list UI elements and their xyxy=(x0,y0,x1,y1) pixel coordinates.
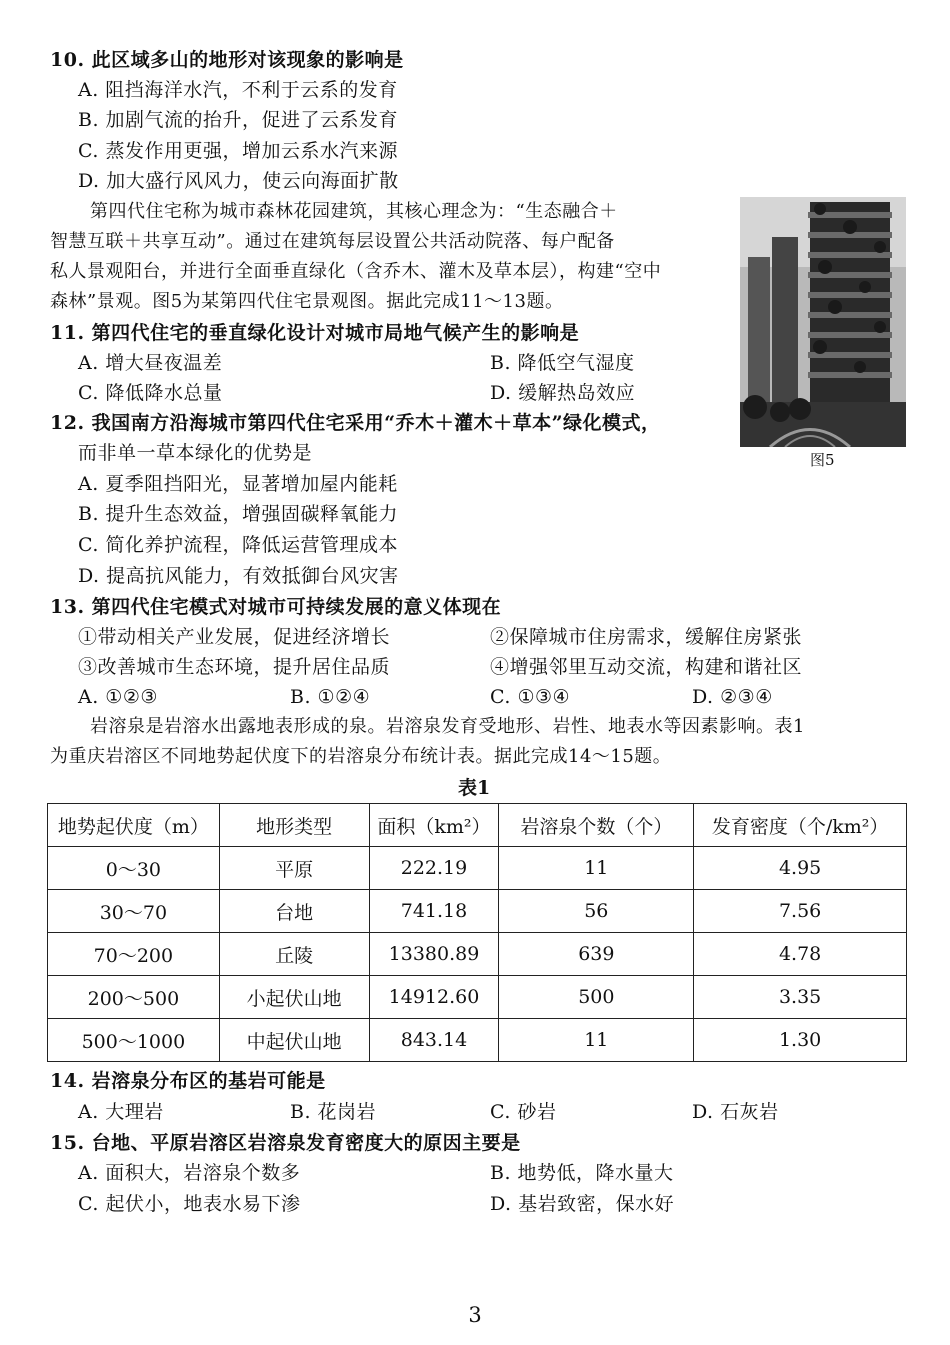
table-cell: 56 xyxy=(499,890,694,933)
passage2-line-1: 岩溶泉是岩溶水出露地表形成的泉。岩溶泉发育受地形、岩性、地表水等因素影响。表1 xyxy=(90,716,805,737)
table-cell: 台地 xyxy=(219,890,369,933)
table-header-cell: 面积（km²） xyxy=(369,804,499,847)
q12-option-c: C. 简化养护流程，降低运营管理成本 xyxy=(78,534,398,556)
table-cell: 小起伏山地 xyxy=(219,976,369,1019)
q12-option-d: D. 提高抗风能力，有效抵御台风灾害 xyxy=(78,565,399,587)
q10-option-d: D. 加大盛行风风力，使云向海面扩散 xyxy=(78,170,399,192)
q11-option-c: C. 降低降水总量 xyxy=(78,382,223,404)
q15-option-a: A. 面积大，岩溶泉个数多 xyxy=(78,1162,301,1184)
q14-option-a: A. 大理岩 xyxy=(78,1101,164,1123)
passage2-line-2: 为重庆岩溶区不同地势起伏度下的岩溶泉分布统计表。据此完成14～15题。 xyxy=(50,746,672,767)
table-row xyxy=(48,1019,907,1062)
table-row xyxy=(48,890,907,933)
q13-option-a: A. ①②③ xyxy=(78,686,158,708)
q10-option-a: A. 阻挡海洋水汽，不利于云系的发育 xyxy=(78,79,398,101)
q15-option-b: B. 地势低，降水量大 xyxy=(490,1162,674,1184)
table-cell: 丘陵 xyxy=(219,933,369,976)
q14-option-d: D. 石灰岩 xyxy=(692,1101,779,1123)
table-cell: 200～500 xyxy=(48,976,220,1019)
q14-stem: 14. 岩溶泉分布区的基岩可能是 xyxy=(50,1070,326,1092)
table-header-cell: 地形类型 xyxy=(219,804,369,847)
q12-stem: 12. 我国南方沿海城市第四代住宅采用“乔木＋灌木＋草本”绿化模式， xyxy=(50,412,661,434)
table-cell: 3.35 xyxy=(694,976,907,1019)
table-row xyxy=(48,933,907,976)
q11-option-d: D. 缓解热岛效应 xyxy=(490,382,636,404)
q15-stem: 15. 台地、平原岩溶区岩溶泉发育密度大的原因主要是 xyxy=(50,1132,521,1154)
q13-option-d: D. ②③④ xyxy=(692,686,773,708)
q13-item-2: ②保障城市住房需求，缓解住房紧张 xyxy=(490,626,803,648)
table-cell: 平原 xyxy=(219,847,369,890)
karst-spring-table xyxy=(47,803,907,1062)
table-cell: 4.95 xyxy=(694,847,907,890)
table-cell: 222.19 xyxy=(369,847,499,890)
q13-item-4: ④增强邻里互动交流，构建和谐社区 xyxy=(490,656,803,678)
table-cell: 0～30 xyxy=(48,847,220,890)
table-cell: 中起伏山地 xyxy=(219,1019,369,1062)
table-header-cell: 地势起伏度（m） xyxy=(48,804,220,847)
q13-item-3: ③改善城市生态环境，提升居住品质 xyxy=(78,656,391,678)
q15-option-c: C. 起伏小，地表水易下渗 xyxy=(78,1193,301,1215)
q10-option-c: C. 蒸发作用更强，增加云系水汽来源 xyxy=(78,140,398,162)
passage1-line-2: 智慧互联＋共享互动”。通过在建筑每层设置公共活动院落、每户配备 xyxy=(50,231,615,252)
table-row xyxy=(48,847,907,890)
table-cell: 639 xyxy=(499,933,694,976)
q13-option-b: B. ①②④ xyxy=(290,686,371,708)
table-cell: 30～70 xyxy=(48,890,220,933)
table-header-cell: 发育密度（个/km²） xyxy=(694,804,907,847)
table-cell: 1.30 xyxy=(694,1019,907,1062)
table-title: 表1 xyxy=(458,777,491,799)
table-cell: 11 xyxy=(499,1019,694,1062)
q13-item-1: ①带动相关产业发展，促进经济增长 xyxy=(78,626,391,648)
table-cell: 70～200 xyxy=(48,933,220,976)
q12-stem-cont: 而非单一草本绿化的优势是 xyxy=(78,442,313,464)
table-cell: 13380.89 xyxy=(369,933,499,976)
q11-stem: 11. 第四代住宅的垂直绿化设计对城市局地气候产生的影响是 xyxy=(50,322,580,344)
table-cell: 14912.60 xyxy=(369,976,499,1019)
q13-stem: 13. 第四代住宅模式对城市可持续发展的意义体现在 xyxy=(50,596,502,618)
q10-stem: 10. 此区域多山的地形对该现象的影响是 xyxy=(50,49,404,71)
building-illustration xyxy=(740,197,906,447)
q13-option-c: C. ①③④ xyxy=(490,686,571,708)
q15-option-d: D. 基岩致密，保水好 xyxy=(490,1193,675,1215)
table-cell: 7.56 xyxy=(694,890,907,933)
figure-5-caption: 图5 xyxy=(810,451,835,469)
q10-option-b: B. 加剧气流的抬升，促进了云系发育 xyxy=(78,109,399,131)
table-cell: 11 xyxy=(499,847,694,890)
table-cell: 500～1000 xyxy=(48,1019,220,1062)
passage1-line-3: 私人景观阳台，并进行全面垂直绿化（含乔木、灌木及草本层），构建“空中 xyxy=(50,261,662,282)
q12-option-a: A. 夏季阻挡阳光，显著增加屋内能耗 xyxy=(78,473,398,495)
table-header-row xyxy=(48,804,907,847)
table-row xyxy=(48,976,907,1019)
page-number: 3 xyxy=(468,1303,482,1327)
q11-option-b: B. 降低空气湿度 xyxy=(490,352,635,374)
passage1-line-4: 森林”景观。图5为某第四代住宅景观图。据此完成11～13题。 xyxy=(50,291,564,312)
q11-option-a: A. 增大昼夜温差 xyxy=(78,352,223,374)
q14-option-c: C. 砂岩 xyxy=(490,1101,557,1123)
q12-option-b: B. 提升生态效益，增强固碳释氧能力 xyxy=(78,503,399,525)
table-cell: 4.78 xyxy=(694,933,907,976)
table-cell: 500 xyxy=(499,976,694,1019)
table-cell: 741.18 xyxy=(369,890,499,933)
q14-option-b: B. 花岗岩 xyxy=(290,1101,377,1123)
table-header-cell: 岩溶泉个数（个） xyxy=(499,804,694,847)
passage1-line-1: 第四代住宅称为城市森林花园建筑，其核心理念为：“生态融合＋ xyxy=(90,201,618,222)
figure-5-photo xyxy=(740,197,906,447)
table-cell: 843.14 xyxy=(369,1019,499,1062)
